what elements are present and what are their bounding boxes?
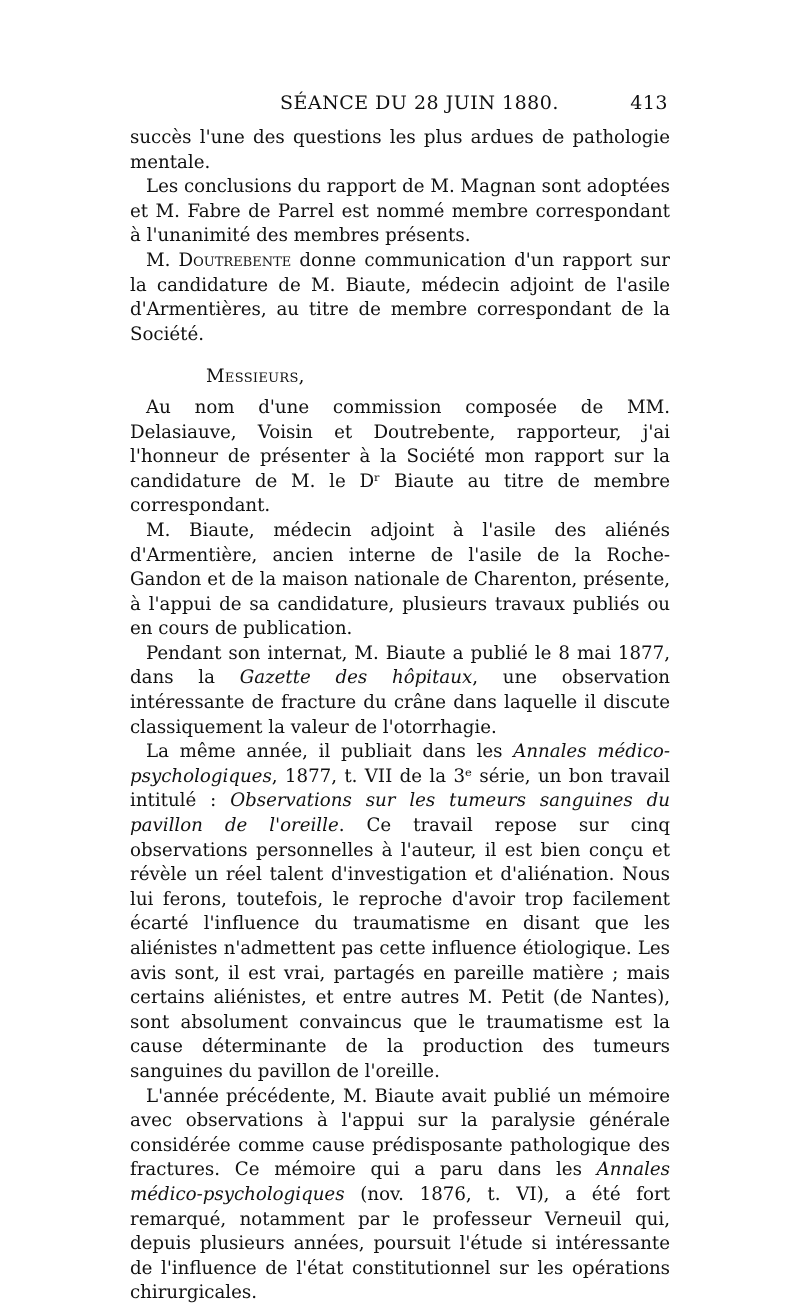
body-text — [130, 126, 670, 1306]
text-run: Pendant son internat, M. Biaute a publié le 8 mai 1877, dans la — [130, 642, 670, 689]
work-title: Observations sur les tumeurs sanguines du pavillon de l'oreille — [130, 790, 670, 837]
text-run: L'année précédente, M. Biaute avait publié un mémoire avec observations à l'appui sur la paralysie générale considérée comme cause prédisposante pathologique des fractures. Ce mémoire qui a paru dans les — [130, 1085, 670, 1181]
running-title: SÉANCE DU 28 JUIN 1880. — [280, 92, 559, 114]
paragraph-text: donne communication d'un rapport sur la candidature de M. Biaute, médecin adjoint de l'asile d'Armentières, au titre de membre correspondant de la Société. — [130, 249, 670, 345]
journal-title: Gazette des hôpitaux — [239, 667, 473, 689]
text-run: . Ce travail repose sur cinq observations personnelles à l'auteur, il est bien conçu et révèle un réel talent d'investigation et d'aliénation. Nous lui ferons, toutefois, le reproche d'avoir trop facilement écarté l'influence du traumatisme en disant que les aliénistes n'admettent pas cette influence étiologique. Les avis sont, il est vrai, partagés en pareille matière ; mais certains aliénistes, et entre autres M. Petit (de Nantes), sont absolument convaincus que le traumatisme est la cause déterminante de la production des tumeurs sanguines du pavillon de l'oreille. — [130, 815, 671, 1082]
text-run: , 1877, t. VII de la 3ᵉ série, un bon travail intitulé : — [130, 765, 670, 812]
paragraph-biaute-career: M. Biaute, médecin adjoint à l'asile des aliénés d'Armentière, ancien interne de l'asile de la Roche-Gandon et de la maison nationale de Charenton, présente, à l'appui de sa candidature, plusieurs travaux publiés ou en cours de publication. — [130, 519, 670, 640]
paragraph-doutrebente — [130, 249, 670, 347]
journal-title: Annales médico-psychologiques — [130, 1159, 670, 1205]
text-run: (nov. 1876, t. VI), a été fort remarqué, notamment par le professeur Verneuil qui, depuis plusieurs années, poursuit l'étude si intéressante de l'influence de l'état constitutionnel sur les opérations chirurgicales. — [130, 1183, 670, 1304]
speaker-name: M. Doutrebente — [146, 249, 292, 271]
running-header — [130, 92, 668, 118]
salutation: Messieurs, — [206, 366, 305, 388]
paragraph-annee-precedente — [130, 1085, 670, 1306]
paragraph-continuation: succès l'une des questions les plus ardues de pathologie mentale. — [130, 127, 670, 173]
page-number: 413 — [630, 92, 668, 114]
text-run: , une observation intéressante de fracture du crâne dans laquelle il discute classiquement la valeur de l'otorrhagie. — [130, 667, 670, 738]
journal-title: Annales médico-psychologiques — [130, 741, 670, 787]
paragraph-commission: Au nom d'une commission composée de MM. Delasiauve, Voisin et Doutrebente, rapporteur, j'ai l'honneur de présenter à la Société mon rapport sur la candidature de M. le Dʳ Biaute au titre de membre correspondant. — [130, 396, 670, 517]
paragraph-internat — [130, 642, 670, 740]
text-run: La même année, il publiait dans les — [146, 741, 514, 763]
paragraph-conclusions: Les conclusions du rapport de M. Magnan sont adoptées et M. Fabre de Parrel est nommé membre correspondant à l'unanimité des membres présents. — [130, 176, 671, 247]
paragraph-annales-1877 — [130, 740, 670, 1084]
